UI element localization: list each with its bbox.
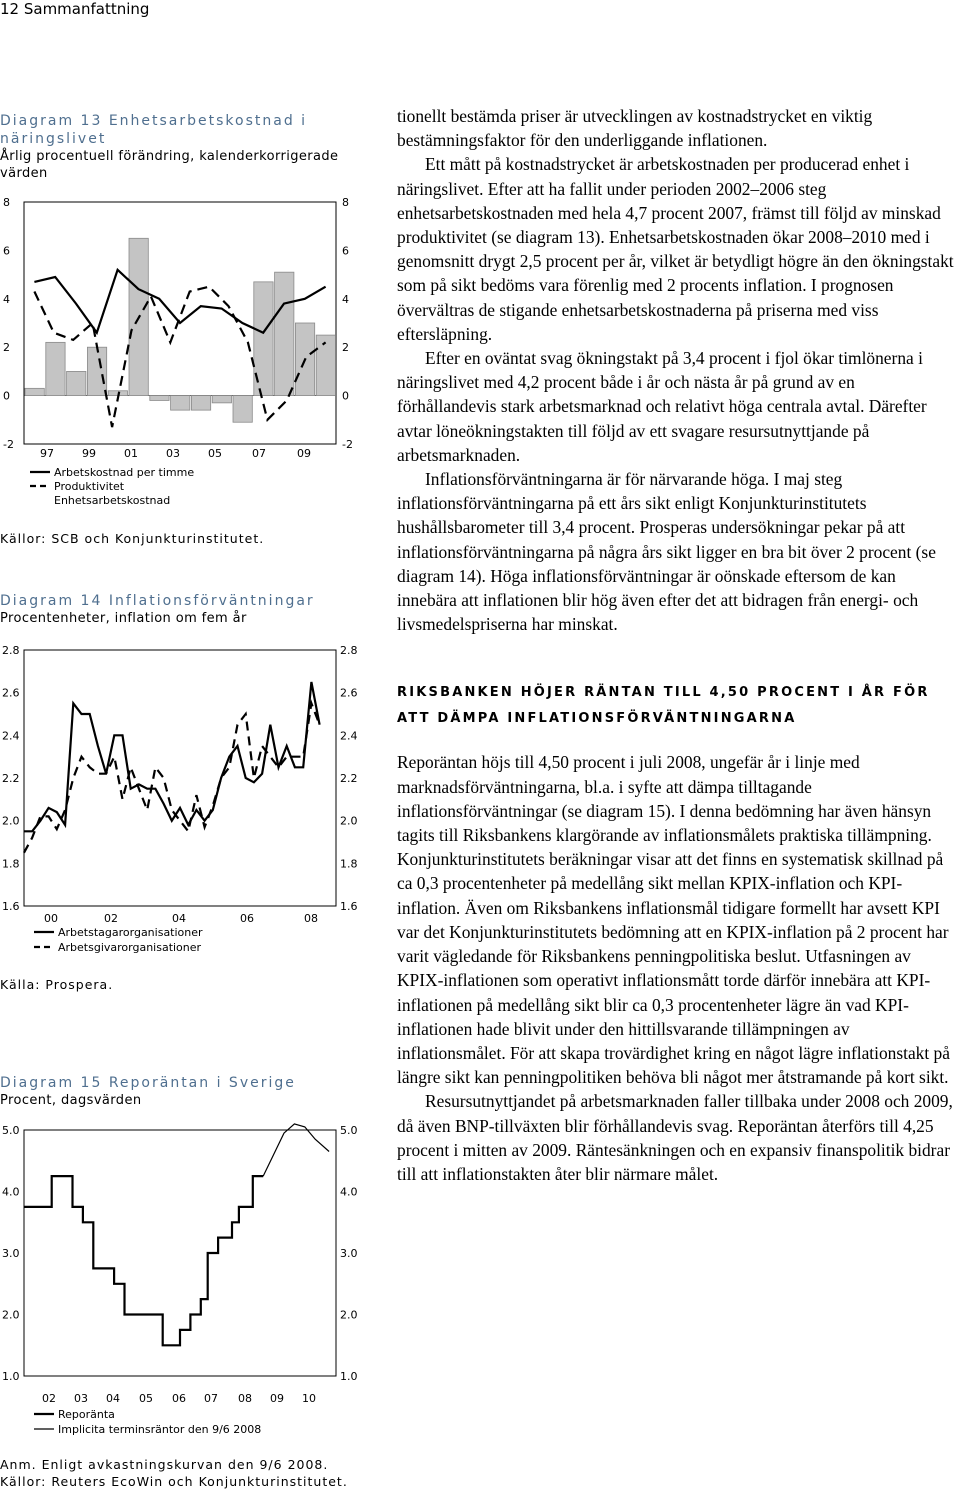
diagram-14-subtitle: Procentenheter, inflation om fem år (0, 611, 247, 626)
y-tick-left: 1.0 (2, 1370, 20, 1383)
main-text (397, 104, 955, 1186)
diagram-15-title: Diagram 15 Reporäntan i Sverige (0, 1075, 296, 1091)
y-tick-right: -2 (342, 438, 353, 451)
page-header: 12 Sammanfattning (0, 0, 150, 18)
y-tick-left: 2.8 (2, 644, 20, 657)
y-tick-left: 4 (3, 292, 10, 306)
diagram-15-subtitle: Procent, dagsvärden (0, 1093, 142, 1108)
y-tick-right: 2.8 (340, 644, 358, 657)
y-tick-right: 1.0 (340, 1370, 358, 1383)
diagram-14-source: Källa: Prospera. (0, 977, 114, 992)
bar-enhetsarbetskostnad (275, 272, 294, 395)
x-tick: 99 (82, 447, 96, 460)
x-tick: 00 (44, 912, 58, 925)
x-tick: 08 (238, 1392, 252, 1405)
y-tick-right: 4 (342, 292, 349, 306)
diagram-13-title: Diagram 13 Enhetsarbetskostnad i näringslivet (0, 113, 308, 147)
y-tick-left: -2 (3, 438, 14, 451)
bar-enhetsarbetskostnad (87, 347, 106, 395)
bar-enhetsarbetskostnad (46, 342, 65, 395)
bar-enhetsarbetskostnad (171, 396, 190, 411)
y-tick-left: 3.0 (2, 1247, 20, 1260)
x-tick: 08 (304, 912, 318, 925)
x-tick: 10 (302, 1392, 316, 1405)
y-tick-left: 2 (3, 341, 10, 355)
paragraph-2: Ett mått på kostnadstrycket är arbetskostnaden per producerad enhet i näringslivet. Efter att ha fallit under perioden 2002–2006 steg enhetsarbetskostnaden med hela 4,7 procent 2007, främst till följd av minskad produktivitet (se diagram 13). Enhetsarbetskostnaden ökar 2008–2010 med i genomsnitt drygt 2,5 procent per år, vilket är betydligt högre än den ökningstakt som på sikt bedöms vara förenlig med 2 procents inflation. I prognosen övervältras de stigande enhetsarbetskostnaderna på priserna med viss eftersläpning. (397, 154, 954, 344)
y-tick-right: 2.2 (340, 772, 358, 785)
y-tick-right: 3.0 (340, 1247, 358, 1260)
x-tick: 02 (104, 912, 118, 925)
y-tick-right: 8 (342, 196, 349, 209)
diagram-13-caption (0, 112, 380, 182)
x-tick: 04 (172, 912, 186, 925)
x-tick: 03 (166, 447, 180, 460)
y-tick-right: 2.4 (340, 729, 358, 743)
x-tick: 01 (124, 447, 138, 460)
y-tick-left: 2.4 (2, 729, 20, 743)
legend-label: Reporänta (58, 1408, 115, 1421)
x-tick: 07 (252, 447, 266, 460)
x-tick: 04 (106, 1392, 120, 1405)
x-tick: 06 (240, 912, 254, 925)
y-tick-right: 1.8 (340, 857, 358, 871)
bar-enhetsarbetskostnad (316, 335, 335, 396)
bar-enhetsarbetskostnad (25, 388, 44, 395)
paragraph-5: Reporäntan höjs till 4,50 procent i juli 2008, ungefär år i linje med marknadsförväntningarna, bl.a. i syfte att dämpa tilltagande inflationsförväntningar (se diagram 15). I denna bedömning har även hänsyn tagits till Riksbankens klargörande av inflationsmålets praktiska tillämpning. Konjunkturinstitutets beräkningar visar att det finns en systematisk skillnad på ca 0,3 procentenheter på medellång sikt mellan KPIX-inflation och KPI-inflation. Även om Riksbankens inflationsmål tidigare formellt har avsett KPI var det Konjunkturinstitutets bedömning att en KPIX-inflation på 2 procent har varit vägledande för Riksbankens penningpolitiska beslut. Utfasningen av KPIX-inflationen som operativt inflationsmått torde därför innebära att KPI-inflationen på medellång sikt blir ca 0,3 procentenheter lägre än vad KPI-inflationen hade blivit under den hittillsvarande tillämpningen av inflationsmålet. För att skapa trovärdighet kring en något lägre inflationstakt på längre sikt kan penningpolitiken behöva bli något mer åtstramande på kort sikt. (397, 752, 950, 1088)
y-tick-left: 4.0 (2, 1185, 20, 1199)
y-tick-right: 4.0 (340, 1185, 358, 1199)
x-tick: 02 (42, 1392, 56, 1405)
paragraph-3: Efter en oväntat svag ökningstakt på 3,4 procent i fjol ökar timlönerna i näringslivet med 4,2 procent både i år och nästa år på grund av en förhållandevis stark arbetsmarknad och relativt höga centrala avtal. Därefter avtar löneökningstakten till följd av ett svagare resursutnyttjande på arbetsmarknaden. (397, 348, 927, 465)
x-tick: 03 (74, 1392, 88, 1405)
bar-enhetsarbetskostnad (150, 396, 169, 401)
y-tick-left: 1.8 (2, 857, 20, 871)
diagram-13-chart (0, 188, 380, 518)
x-tick: 07 (204, 1392, 218, 1405)
diagram-15-chart (0, 1118, 380, 1448)
x-tick: 09 (270, 1392, 284, 1405)
line-implicita-terminsrantor (263, 1124, 329, 1176)
x-tick: 06 (172, 1392, 186, 1405)
diagram-13-subtitle: Årlig procentuell förändring, kalenderkorrigerade värden (0, 149, 339, 181)
diagram-14-caption (0, 592, 380, 627)
bar-enhetsarbetskostnad (233, 396, 252, 423)
y-tick-right: 2.0 (340, 1308, 358, 1322)
bar-enhetsarbetskostnad (67, 371, 86, 395)
x-tick: 05 (139, 1392, 153, 1405)
y-tick-right: 0 (342, 389, 349, 403)
y-tick-left: 2.0 (2, 814, 20, 828)
x-tick: 09 (297, 447, 311, 460)
y-tick-left: 0 (3, 389, 10, 403)
paragraph-6: Resursutnyttjandet på arbetsmarknaden faller tillbaka under 2008 och 2009, då även BNP-tillväxten blir förhållandevis svag. Reporäntan återförs till 4,25 procent i mitten av 2009. Räntesänkningen och en expansiv finanspolitik bidrar till att inflationstakten åter blir närmare målet. (397, 1091, 953, 1184)
bar-enhetsarbetskostnad (212, 396, 231, 403)
diagram-15-source: Källor: Reuters EcoWin och Konjunkturinstitutet. (0, 1474, 348, 1489)
y-tick-left: 1.6 (2, 900, 20, 913)
paragraph-1: tionellt bestämda priser är utvecklingen av kostnadstrycket en viktig bestämningsfaktor för den underliggande inflationen. (397, 106, 873, 151)
y-tick-right: 2.6 (340, 686, 358, 700)
bar-enhetsarbetskostnad (191, 396, 210, 411)
diagram-15-note: Anm. Enligt avkastningskurvan den 9/6 2008. (0, 1457, 329, 1472)
legend-label: Arbetstagarorganisationer (58, 926, 203, 939)
diagram-14-chart (0, 636, 380, 966)
y-tick-right: 1.6 (340, 900, 358, 913)
y-tick-left: 8 (3, 196, 10, 209)
y-tick-left: 6 (3, 244, 10, 258)
diagram-14-title: Diagram 14 Inflationsförväntningar (0, 593, 315, 609)
x-tick: 05 (208, 447, 222, 460)
paragraph-4: Inflationsförväntningarna är för närvarande höga. I maj steg inflationsförväntningarna på ett års sikt enligt Konjunkturinstitutets hushållsbarometer till 3,4 procent. Prosperas undersökningar pekar på att inflationsförväntningarna på några års sikt ligger en bra bit över 2 procent (se diagram 14). Höga inflationsförväntningar är oönskade eftersom de kan innebära att inflationen blir hög även efter det att bidragen från energi- och livsmedelspriserna har minskat. (397, 469, 936, 635)
y-tick-left: 2.0 (2, 1308, 20, 1322)
y-tick-left: 5.0 (2, 1124, 20, 1137)
legend-label: Implicita terminsräntor den 9/6 2008 (58, 1423, 262, 1436)
line-reporanta (24, 1176, 263, 1345)
y-tick-right: 2 (342, 341, 349, 355)
line-arbetstagarorganisationer (24, 682, 320, 831)
legend-label: Arbetsgivarorganisationer (58, 941, 202, 954)
y-tick-right: 5.0 (340, 1124, 358, 1137)
y-tick-right: 2.0 (340, 814, 358, 828)
y-tick-left: 2.6 (2, 686, 20, 700)
diagram-15-notes (0, 1456, 380, 1490)
section-heading: RIKSBANKEN HÖJER RÄNTAN TILL 4,50 PROCENT I ÅR FÖR ATT DÄMPA INFLATIONSFÖRVÄNTNINGARNA (397, 685, 930, 727)
plot-frame (24, 650, 336, 906)
legend-label: Enhetsarbetskostnad (54, 494, 171, 507)
legend-label: Produktivitet (54, 480, 125, 493)
y-tick-right: 6 (342, 244, 349, 258)
legend-label: Arbetskostnad per timme (54, 466, 195, 479)
diagram-15-caption (0, 1074, 380, 1109)
x-tick: 97 (40, 447, 54, 460)
y-tick-left: 2.2 (2, 772, 20, 785)
diagram-13-source: Källor: SCB och Konjunkturinstitutet. (0, 531, 265, 546)
